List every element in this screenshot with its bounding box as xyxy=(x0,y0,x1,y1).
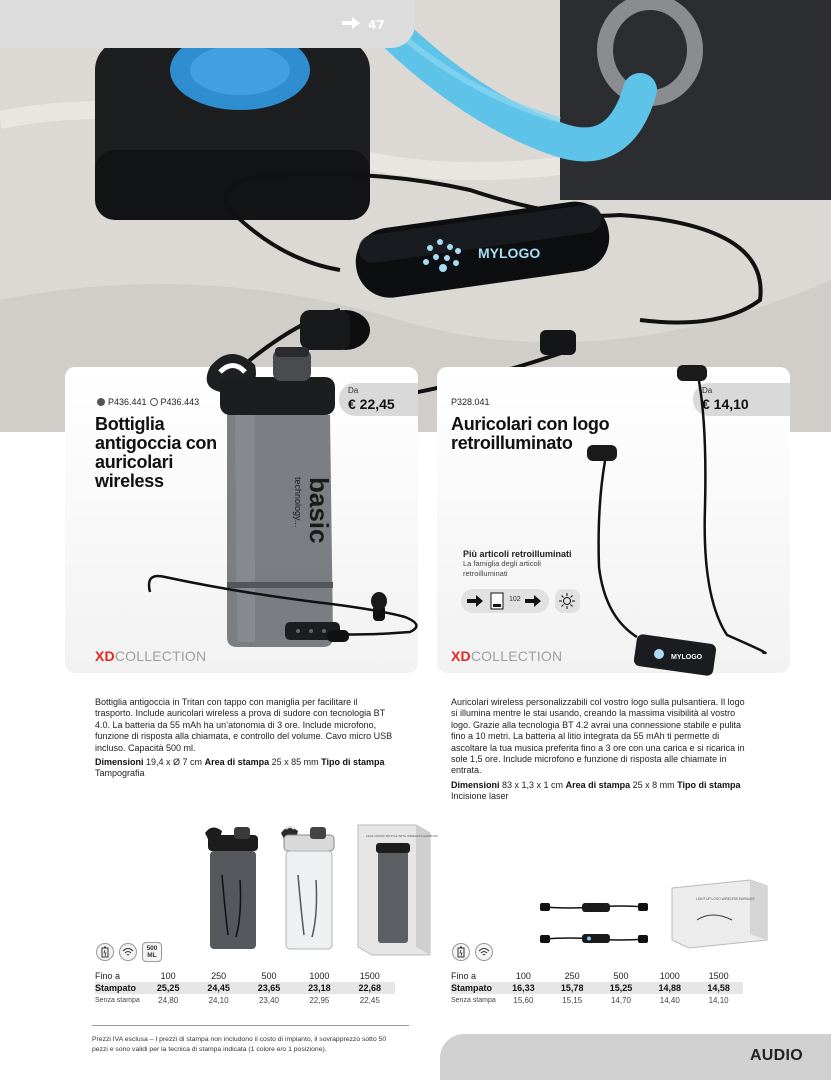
table-cell: 24,10 xyxy=(208,995,229,1005)
table-cell: 1000 xyxy=(659,971,680,981)
table-cell: 22,45 xyxy=(359,995,380,1005)
table-cell: 23,40 xyxy=(258,995,279,1005)
table-cell: 24,80 xyxy=(158,995,179,1005)
table-cell: 22,95 xyxy=(309,995,330,1005)
table-cell: 15,25 xyxy=(597,982,646,994)
table-row-label: Stampato xyxy=(95,982,143,994)
hero-logo-text: MYLOGO xyxy=(478,245,541,261)
table-cell: 1500 xyxy=(708,971,729,981)
thumb-bottle-dark xyxy=(200,825,265,953)
table-cell: 250 xyxy=(564,971,580,981)
battery-icon xyxy=(452,943,470,961)
table-row-label: Senza stampa xyxy=(451,996,496,1004)
product-codes xyxy=(451,397,490,407)
box-label: LIGHT UP LOGO WIRELESS EARBUDS xyxy=(696,897,755,901)
table-cell: 23,65 xyxy=(244,982,294,994)
xd-brand: XD xyxy=(451,648,471,664)
arrow-right-icon xyxy=(525,595,541,607)
product-dimensions xyxy=(95,757,395,780)
xd-brand: XD xyxy=(95,648,115,664)
area-value: 25 x 85 mm xyxy=(271,757,319,767)
section-label: AUDIO xyxy=(749,1047,803,1064)
section-tab[interactable] xyxy=(440,1034,831,1080)
table-cell: 14,40 xyxy=(659,995,680,1005)
page-number: 47 xyxy=(368,18,385,32)
tipo-label: Tipo di stampa xyxy=(321,757,385,767)
table-cell: 24,45 xyxy=(193,982,243,994)
area-label: Area di stampa xyxy=(204,757,270,767)
price-prefix: Da xyxy=(348,386,359,395)
table-cell: 1500 xyxy=(359,971,380,981)
price-table xyxy=(95,970,395,1006)
table-cell: 250 xyxy=(211,971,227,981)
product-title: Bottiglia antigoccia con auricolari wireless xyxy=(95,414,217,491)
product-card-earbuds[interactable] xyxy=(437,367,790,673)
price-table xyxy=(451,970,743,1006)
table-cell: 22,68 xyxy=(345,982,395,994)
more-items-box xyxy=(463,549,593,603)
tipo-label: Tipo di stampa xyxy=(677,780,741,790)
product-card-bottle[interactable] xyxy=(65,367,418,673)
bottle-brand-sub: technology... xyxy=(293,477,303,528)
dim-value: 19,4 x Ø 7 cm xyxy=(146,757,203,767)
table-cell: 14,70 xyxy=(610,995,631,1005)
table-cell: 16,33 xyxy=(499,982,548,994)
wireless-icon xyxy=(119,943,137,961)
tipo-value: Tampografia xyxy=(95,768,145,779)
arrow-right-icon xyxy=(467,595,483,607)
table-row xyxy=(451,994,743,1006)
color-dot-dark-icon xyxy=(97,398,105,406)
table-header-row xyxy=(451,970,743,982)
catalog-page-number: 102 xyxy=(509,596,521,603)
more-title: Più articoli retroilluminati xyxy=(463,549,572,559)
xd-collection-logo xyxy=(95,648,206,664)
dim-label: Dimensioni xyxy=(451,780,500,790)
table-row xyxy=(95,982,395,994)
thumb-gift-box xyxy=(358,825,438,955)
product-title: Auricolari con logo retroilluminato xyxy=(451,414,610,453)
thumb-earbuds-2 xyxy=(540,927,650,951)
table-header-label: Fino a xyxy=(95,971,121,981)
thumb-bottle-clear xyxy=(276,825,341,953)
table-cell: 23,18 xyxy=(294,982,344,994)
see-page-link[interactable] xyxy=(461,589,549,613)
wireless-icon xyxy=(475,943,493,961)
500ml-icon: 500 ML xyxy=(142,942,162,962)
footer-divider xyxy=(92,1025,409,1026)
thumb-earbuds-1 xyxy=(540,895,650,919)
thumb-earbuds-box xyxy=(672,880,767,948)
light-up-badge xyxy=(555,589,580,613)
price-value: € 22,45 xyxy=(348,396,395,412)
table-cell: 14,58 xyxy=(694,982,743,994)
product-description: Bottiglia antigoccia in Tritan con tappo con maniglia per facilitare il trasporto. Include auricolari wireless a prova di sudore con tecnologia BT 4.0. La batteria da 55 mAh ha un’atonomia di 3 ore. Include microfono, funzione di risposta alla chiamata, e controllo del volume. Cavo micro USB incluso. Capacità 500 ml. xyxy=(95,697,393,753)
table-cell: 14,10 xyxy=(708,995,729,1005)
area-label: Area di stampa xyxy=(565,780,631,790)
table-cell: 25,25 xyxy=(143,982,193,994)
earbuds-illustration xyxy=(577,367,790,673)
more-subtitle: La famiglia degli articoli retroilluminati xyxy=(463,559,541,578)
page-tab xyxy=(0,0,415,48)
table-row-label: Stampato xyxy=(451,982,499,994)
table-cell: 500 xyxy=(613,971,629,981)
table-row xyxy=(451,982,743,994)
footnote: Prezzi IVA esclusa – I prezzi di stampa non includono il costo di impianto, il sovrapprezzo sotto 50 pezzi e sono validi per la tecnica di stampa indicata (1 colore e/o 1 posizione). xyxy=(92,1036,387,1053)
dim-label: Dimensioni xyxy=(95,757,144,767)
arrow-right-icon xyxy=(342,16,360,34)
collection-brand: COLLECTION xyxy=(114,648,207,664)
table-header-label: Fino a xyxy=(451,971,477,981)
product-description: Auricolari wireless personalizzabili col vostro logo sulla pulsantiera. Il logo si illumina mentre le stai usando, creando la massima visibilità al vostro logo. Grazie alla tecnologia BT 4.2 avrai una connessione stabile e pulita fino a 10 metri. La batteria al litio integrata da 55 mAh ti permette di ascoltare la tua musica preferita fino a 3 ore con una carica e si ricarica in sole 1,5 ore. Include microfono e funzione di risposta alle chiamate in entrata. xyxy=(451,697,745,776)
area-value: 25 x 8 mm xyxy=(632,780,675,790)
product-code: P436.441 xyxy=(108,397,147,407)
bottle-illustration xyxy=(145,347,425,667)
xd-collection-logo xyxy=(451,648,562,664)
table-cell: 1000 xyxy=(309,971,330,981)
catalog-icon xyxy=(489,592,505,610)
table-cell: 15,78 xyxy=(548,982,597,994)
table-cell: 14,88 xyxy=(645,982,694,994)
price-prefix: Da xyxy=(702,386,713,395)
sun-icon xyxy=(559,593,575,609)
table-cell: 15,60 xyxy=(513,995,534,1005)
box-label: LEAK PROOF BOTTLE WITH WIRELESS EARBUDS xyxy=(366,834,438,838)
product-dimensions xyxy=(451,780,751,803)
price-value: € 14,10 xyxy=(702,396,749,412)
dim-value: 83 x 1,3 x 1 cm xyxy=(502,780,564,790)
table-cell: 100 xyxy=(515,971,531,981)
earbud-logo-text: MYLOGO xyxy=(671,654,703,661)
table-row xyxy=(95,994,395,1006)
table-header-row xyxy=(95,970,395,982)
bottle-brand-print: basic xyxy=(304,477,334,544)
table-cell: 500 xyxy=(261,971,277,981)
battery-icon xyxy=(96,943,114,961)
table-cell: 100 xyxy=(160,971,176,981)
product-code: P436.443 xyxy=(160,397,200,407)
table-row-label: Senza stampa xyxy=(95,996,140,1004)
collection-brand: COLLECTION xyxy=(470,648,563,664)
product-code: P328.041 xyxy=(451,397,490,407)
table-cell: 15,15 xyxy=(562,995,583,1005)
tipo-value: Incisione laser xyxy=(451,791,509,802)
